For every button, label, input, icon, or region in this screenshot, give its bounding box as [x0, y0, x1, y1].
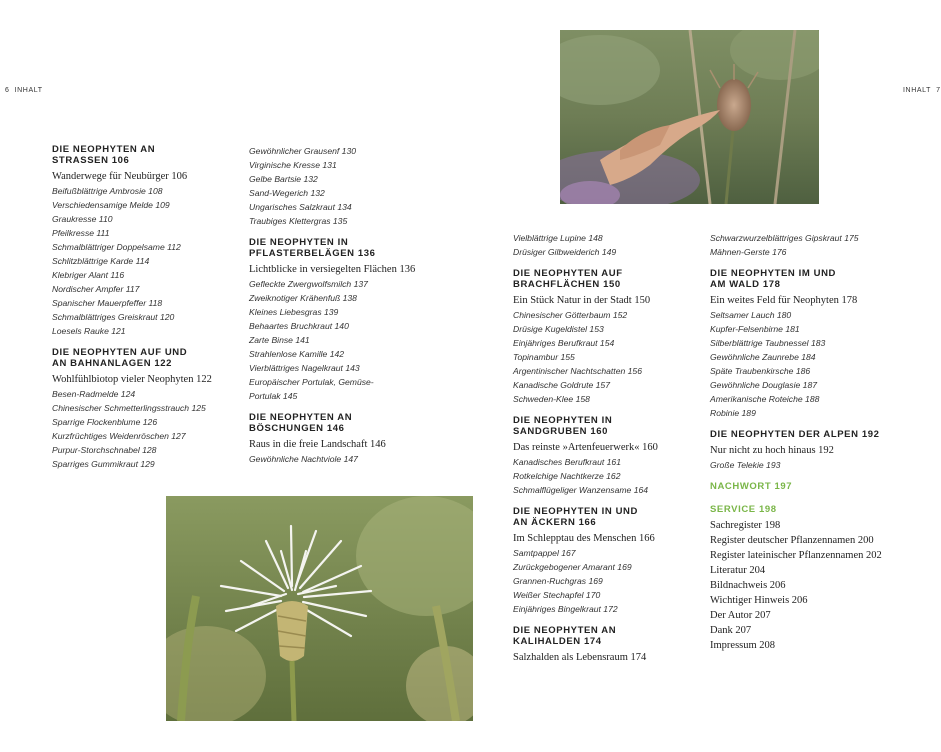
toc-plant-entry: Europäischer Portulak, Gemüse- [249, 377, 374, 387]
toc-plant-entry: Sparrige Flockenblume 126 [52, 417, 158, 427]
toc-plant-entry: Topinambur 155 [513, 352, 575, 362]
toc-plant-entry: Kanadisches Berufkraut 161 [513, 457, 621, 467]
section-heading [710, 268, 915, 290]
section-heading [52, 347, 242, 369]
toc-plant-entry: Kupfer-Felsenbirne 181 [710, 324, 800, 334]
toc-plant-entry: Graukresse 110 [52, 214, 113, 224]
section-gap [52, 338, 242, 347]
toc-plant-entry: Robinie 189 [710, 408, 756, 418]
section-heading-line: DIE NEOPHYTEN AN [513, 625, 617, 636]
toc-plant-entry: Vierblättriges Nagelkraut 143 [249, 363, 360, 373]
toc-plant-entry: Rotkelchige Nachtkerze 162 [513, 471, 621, 481]
toc-plant-entry: Ungarisches Salzkraut 134 [249, 202, 352, 212]
toc-subtitle: Register deutscher Pflanzennamen 200 [710, 535, 874, 546]
section-heading-line: AN ÄCKERN 166 [513, 517, 597, 528]
toc-subtitle: Sachregister 198 [710, 520, 781, 531]
toc-subtitle: Register lateinischer Pflanzennamen 202 [710, 550, 882, 561]
toc-column-3 [513, 231, 703, 665]
toc-plant-entry: Drüsiger Gilbweiderich 149 [513, 247, 617, 257]
section-heading [513, 506, 703, 528]
section-heading-line: DIE NEOPHYTEN IN [249, 237, 349, 248]
toc-plant-entry: Chinesischer Götterbaum 152 [513, 310, 628, 320]
toc-plant-entry: Nordischer Ampfer 117 [52, 284, 140, 294]
section-heading [249, 237, 439, 259]
toc-subtitle: Das reinste »Artenfeuerwerk« 160 [513, 442, 658, 453]
section-heading [513, 415, 703, 437]
section-heading-line: DIE NEOPHYTEN IN [513, 415, 613, 426]
toc-subtitle: Ein weites Feld für Neophyten 178 [710, 295, 858, 306]
section-gap [710, 495, 915, 504]
section-heading [710, 504, 915, 515]
toc-plant-entry: Späte Traubenkirsche 186 [710, 366, 811, 376]
toc-plant-entry: Chinesischer Schmetterlingsstrauch 125 [52, 403, 206, 413]
toc-plant-entry: Klebriger Alant 116 [52, 270, 125, 280]
toc-plant-entry: Gelbe Bartsie 132 [249, 174, 318, 184]
section-heading-line: SERVICE 198 [710, 504, 777, 515]
toc-plant-entry: Schmalflügeliger Wanzensame 164 [513, 485, 649, 495]
toc-plant-entry: Schmalblättriger Doppelsame 112 [52, 242, 181, 252]
section-heading-line: BRACHFLÄCHEN 150 [513, 279, 621, 290]
toc-plant-entry: Seltsamer Lauch 180 [710, 310, 792, 320]
toc-plant-entry: Virginische Kresse 131 [249, 160, 337, 170]
toc-subtitle: Nur nicht zu hoch hinaus 192 [710, 445, 834, 456]
toc-column-4 [710, 231, 915, 653]
toc-plant-entry: Purpur-Storchschnabel 128 [52, 445, 157, 455]
toc-plant-entry: Schlitzblättrige Karde 114 [52, 256, 150, 266]
toc-plant-entry: Silberblättrige Taubnessel 183 [710, 338, 826, 348]
section-heading [710, 481, 915, 492]
toc-plant-entry: Grannen-Ruchgras 169 [513, 576, 603, 586]
section-heading-line: DIE NEOPHYTEN AUF [513, 268, 623, 279]
toc-plant-entry: Drüsige Kugeldistel 153 [513, 324, 604, 334]
toc-plant-entry: Verschiedensamige Melde 109 [52, 200, 170, 210]
section-heading-line: DIE NEOPHYTEN AUF UND [52, 347, 188, 358]
section-heading [513, 268, 703, 290]
toc-plant-entry: Kanadische Goldrute 157 [513, 380, 610, 390]
toc-plant-entry: Sand-Wegerich 132 [249, 188, 325, 198]
section-heading-line: AN BAHNANLAGEN 122 [52, 358, 173, 369]
toc-plant-entry: Loesels Rauke 121 [52, 326, 126, 336]
toc-plant-entry: Schmalblättriges Greiskraut 120 [52, 312, 175, 322]
section-heading [710, 429, 915, 440]
toc-subtitle: Ein Stück Natur in der Stadt 150 [513, 295, 651, 306]
toc-plant-entry: Zarte Binse 141 [249, 335, 310, 345]
toc-subtitle: Der Autor 207 [710, 610, 771, 621]
toc-subtitle: Bildnachweis 206 [710, 580, 786, 591]
toc-plant-entry: Vielblättrige Lupine 148 [513, 233, 603, 243]
page-number-right: INHALT 7 [903, 87, 941, 94]
toc-plant-entry: Gewöhnliche Douglasie 187 [710, 380, 818, 390]
toc-subtitle: Wohlfühlbiotop vieler Neophyten 122 [52, 374, 212, 385]
section-gap [513, 406, 703, 415]
toc-plant-entry: Gewöhnliche Zaunrebe 184 [710, 352, 816, 362]
page-number-left: 6 INHALT [5, 87, 43, 94]
section-heading-line: DIE NEOPHYTEN IM UND [710, 268, 837, 279]
section-heading [249, 412, 439, 434]
section-gap [710, 472, 915, 481]
toc-plant-entry: Pfeilkresse 111 [52, 228, 110, 238]
toc-column-2 [249, 144, 439, 466]
section-heading-line: SANDGRUBEN 160 [513, 426, 608, 437]
toc-plant-entry: Schwarzwurzelblättriges Gipskraut 175 [710, 233, 859, 243]
section-gap [513, 616, 703, 625]
toc-plant-entry: Kurzfrüchtiges Weidenröschen 127 [52, 431, 186, 441]
toc-plant-entry: Kleines Liebesgras 139 [249, 307, 339, 317]
toc-plant-entry: Argentinischer Nachtschatten 156 [513, 366, 642, 376]
toc-plant-entry: Sparriges Gummikraut 129 [52, 459, 155, 469]
toc-plant-entry: Gewöhnlicher Grausenf 130 [249, 146, 357, 156]
toc-subtitle: Salzhalden als Lebensraum 174 [513, 652, 647, 663]
section-gap [249, 228, 439, 237]
toc-plant-entry: Besen-Radmelde 124 [52, 389, 136, 399]
section-gap [513, 497, 703, 506]
toc-plant-entry: Beifußblättrige Ambrosie 108 [52, 186, 163, 196]
toc-plant-entry: Gewöhnliche Nachtviole 147 [249, 454, 358, 464]
section-heading-line: DIE NEOPHYTEN AN [52, 144, 156, 155]
section-gap [513, 259, 703, 268]
section-heading-line: AM WALD 178 [710, 279, 781, 290]
toc-plant-entry: Spanischer Mauerpfeffer 118 [52, 298, 163, 308]
section-heading-line: NACHWORT 197 [710, 481, 793, 492]
toc-subtitle: Wanderwege für Neubürger 106 [52, 171, 188, 182]
toc-plant-entry: Mähnen-Gerste 176 [710, 247, 787, 257]
toc-plant-entry: Strahlenlose Kamille 142 [249, 349, 345, 359]
section-gap [710, 420, 915, 429]
toc-plant-entry: Einjähriges Bingelkraut 172 [513, 604, 618, 614]
toc-subtitle: Dank 207 [710, 625, 752, 636]
toc-subtitle: Impressum 208 [710, 640, 776, 651]
toc-column-1 [52, 144, 242, 471]
section-heading-line: DIE NEOPHYTEN DER ALPEN 192 [710, 429, 880, 440]
toc-plant-entry: Portulak 145 [249, 391, 298, 401]
toc-plant-entry: Zweiknotiger Krähenfuß 138 [249, 293, 357, 303]
toc-subtitle: Raus in die freie Landschaft 146 [249, 439, 386, 450]
toc-plant-entry: Samtpappel 167 [513, 548, 576, 558]
section-heading [513, 625, 703, 647]
toc-plant-entry: Traubiges Klettergras 135 [249, 216, 348, 226]
section-heading-line: BÖSCHUNGEN 146 [249, 423, 345, 434]
section-heading-line: STRASSEN 106 [52, 155, 130, 166]
toc-plant-entry: Einjähriges Berufkraut 154 [513, 338, 615, 348]
toc-plant-entry: Behaartes Bruchkraut 140 [249, 321, 349, 331]
toc-plant-entry: Schweden-Klee 158 [513, 394, 590, 404]
toc-subtitle: Lichtblicke in versiegelten Flächen 136 [249, 264, 416, 275]
section-heading-line: DIE NEOPHYTEN AN [249, 412, 353, 423]
section-heading-line: KALIHALDEN 174 [513, 636, 602, 647]
toc-plant-entry: Große Telekie 193 [710, 460, 781, 470]
toc-plant-entry: Gefleckte Zwergwolfsmilch 137 [249, 279, 368, 289]
section-heading-line: DIE NEOPHYTEN IN UND [513, 506, 638, 517]
toc-subtitle: Im Schlepptau des Menschen 166 [513, 533, 655, 544]
toc-subtitle: Literatur 204 [710, 565, 766, 576]
section-heading [52, 144, 242, 166]
toc-subtitle: Wichtiger Hinweis 206 [710, 595, 808, 606]
section-gap [249, 403, 439, 412]
section-heading-line: PFLASTERBELÄGEN 136 [249, 248, 376, 259]
teasel-photo [560, 30, 819, 204]
toc-plant-entry: Amerikanische Roteiche 188 [710, 394, 820, 404]
toc-plant-entry: Weißer Stechapfel 170 [513, 590, 601, 600]
knapweed-photo [166, 496, 473, 721]
toc-plant-entry: Zurückgebogener Amarant 169 [513, 562, 632, 572]
section-gap [710, 259, 915, 268]
